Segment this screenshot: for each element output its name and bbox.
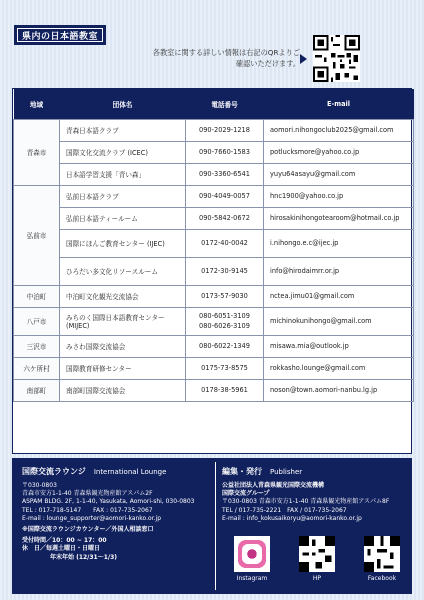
tel-cell[interactable]: 0172-40-0042 bbox=[186, 229, 264, 257]
facebook-qr[interactable] bbox=[362, 536, 402, 582]
email-cell[interactable]: info@hirodaimrr.or.jp bbox=[264, 257, 414, 285]
instagram-qr[interactable] bbox=[232, 536, 272, 582]
hp-qr[interactable] bbox=[297, 536, 337, 582]
lounge-email[interactable]: E-mail : lounge_supporter@aomori-kanko.or.jp bbox=[22, 514, 161, 522]
email-cell[interactable]: aomori.nihongoclub2025@gmail.com bbox=[264, 119, 414, 141]
publisher-tel-fax: TEL / 017-735-2221 FAX / 017-735-2067 bbox=[222, 506, 347, 514]
tel-cell[interactable]: 090-4049-0057 bbox=[186, 185, 264, 207]
tel-cell[interactable]: 090-5842-0672 bbox=[186, 207, 264, 229]
table-row bbox=[14, 141, 414, 163]
qr-label: Instagram bbox=[236, 575, 268, 582]
publisher-org: 公益社団法人青森県観光国際交流機構 bbox=[222, 482, 325, 489]
classroom-table bbox=[12, 88, 412, 454]
publisher-heading bbox=[222, 466, 404, 477]
qr-label: Facebook bbox=[367, 575, 397, 582]
lounge-address-en: ASPAM BLDG. 2F, 1-1-40, Yasukata, Aomori-shi, 030-0803 bbox=[22, 498, 195, 506]
name-cell: 南部町国際交流協会 bbox=[60, 379, 186, 401]
tel-cell[interactable]: 090-3360-6541 bbox=[186, 163, 264, 185]
email-cell[interactable]: nctea.jimu01@gmail.com bbox=[264, 285, 414, 307]
section-title bbox=[14, 25, 106, 45]
email-cell[interactable]: hirosakinihongotearoom@hotmail.co.jp bbox=[264, 207, 414, 229]
lounge-title-en: International Lounge bbox=[93, 468, 167, 476]
table-row bbox=[14, 207, 414, 229]
name-cell: みさわ国際交流協会 bbox=[60, 335, 186, 357]
lounge-tel-fax: TEL : 017-718-5147 FAX : 017-735-2067 bbox=[22, 506, 153, 514]
tel-cell[interactable]: 0172-30-9145 bbox=[186, 257, 264, 285]
qr-label: HP bbox=[312, 575, 322, 582]
email-cell[interactable]: potlucksmore@yahoo.co.jp bbox=[264, 141, 414, 163]
section-title-text: 県内の日本語教室 bbox=[22, 31, 99, 42]
tel-cell[interactable]: 090-7660-1583 bbox=[186, 141, 264, 163]
name-cell: ひろだい多文化リソースルーム bbox=[60, 257, 186, 285]
col-area: 地域 bbox=[14, 89, 60, 119]
table-row bbox=[14, 357, 414, 379]
publisher-title: 編集・発行 bbox=[222, 467, 262, 476]
name-cell: 国際にほんご教育センター (IJEC) bbox=[60, 229, 186, 257]
table-row bbox=[14, 335, 414, 357]
publisher-email[interactable]: E-mail : info_kokusaikoryu@aomori-kanko.or.jp bbox=[222, 514, 362, 522]
qr-code-icon bbox=[364, 536, 400, 572]
table-row bbox=[14, 285, 414, 307]
name-cell: 中泊町文化観光交流協会 bbox=[60, 285, 186, 307]
tel-cell[interactable]: 0173-57-9030 bbox=[186, 285, 264, 307]
lounge-title: 国際交流ラウンジ bbox=[22, 467, 86, 476]
table-row bbox=[14, 185, 414, 207]
email-cell[interactable]: i.nihongo.e.c@ijec.jp bbox=[264, 229, 414, 257]
area-cell: 中泊町 bbox=[14, 285, 60, 307]
lounge-closed-2: 年末年始 (12/31～1/3) bbox=[50, 553, 118, 561]
area-cell: 南部町 bbox=[14, 379, 60, 401]
tel-cell[interactable]: 0175-73-8575 bbox=[186, 357, 264, 379]
area-cell: 三沢市 bbox=[14, 335, 60, 357]
name-cell: 日本語学習支援「青い森」 bbox=[60, 163, 186, 185]
name-cell: 青森日本語クラブ bbox=[60, 119, 186, 141]
social-qr-codes bbox=[232, 536, 402, 586]
qr-code-icon bbox=[234, 536, 270, 572]
area-cell: 六ケ所村 bbox=[14, 357, 60, 379]
area-cell: 青森市 bbox=[14, 119, 60, 185]
lounge-postal: 〒030-0803 bbox=[22, 482, 57, 489]
col-email: E-mail bbox=[264, 89, 414, 119]
arrow-right-icon bbox=[300, 54, 307, 64]
name-cell: 国際教育研修センター bbox=[60, 357, 186, 379]
publisher-title-en: Publisher bbox=[270, 468, 303, 476]
lounge-hours: 受付時間／10：00 ~ 17：00 bbox=[22, 537, 107, 545]
lounge-heading bbox=[22, 466, 210, 477]
col-tel: 電話番号 bbox=[186, 89, 264, 119]
table-row bbox=[14, 229, 414, 257]
lounge-counter: ※国際交流ラウンジカウンター／外国人相談窓口 bbox=[22, 526, 154, 534]
email-cell[interactable]: yuyu64asayu@gmail.com bbox=[264, 163, 414, 185]
name-cell: 弘前日本語ティールーム bbox=[60, 207, 186, 229]
publisher-group: 国際交流グループ bbox=[222, 490, 270, 498]
qr-code-icon bbox=[299, 536, 335, 572]
area-cell: 弘前市 bbox=[14, 185, 60, 285]
email-cell[interactable]: hnc1900@yahoo.co.jp bbox=[264, 185, 414, 207]
publisher-address: 〒030-0803 青森市安方1-1-40 青森県観光物産館アスパム8F bbox=[222, 498, 390, 506]
tel-cell[interactable]: 080-6022-1349 bbox=[186, 335, 264, 357]
table-row bbox=[14, 307, 414, 335]
email-cell[interactable]: noson@town.aomori-nanbu.lg.jp bbox=[264, 379, 414, 401]
lounge-address-jp: 青森市安方1-1-40 青森県観光物産館アスパム2F bbox=[22, 490, 153, 498]
qr-code-icon[interactable] bbox=[313, 35, 360, 82]
table-row bbox=[14, 257, 414, 285]
table-row bbox=[14, 163, 414, 185]
tel-cell[interactable]: 080-6051-3109 080-6026-3109 bbox=[186, 307, 264, 335]
name-cell: みちのく国際日本語教育センター (MIJEC) bbox=[60, 307, 186, 335]
table-row bbox=[14, 379, 414, 401]
lounge-info bbox=[16, 460, 216, 592]
tel-cell[interactable]: 090-2029-1218 bbox=[186, 119, 264, 141]
email-cell[interactable]: rokkasho.lounge@gmail.com bbox=[264, 357, 414, 379]
area-cell: 八戸市 bbox=[14, 307, 60, 335]
footer bbox=[12, 458, 412, 594]
publisher-info bbox=[216, 460, 410, 592]
email-cell[interactable]: michinokunihongo@gmail.com bbox=[264, 307, 414, 335]
email-cell[interactable]: misawa.mia@outlook.jp bbox=[264, 335, 414, 357]
lounge-closed: 休 日／毎週土曜日・日曜日 bbox=[22, 545, 101, 553]
name-cell: 弘前日本語クラブ bbox=[60, 185, 186, 207]
col-name: 団体名 bbox=[60, 89, 186, 119]
name-cell: 国際文化交流クラブ (ICEC) bbox=[60, 141, 186, 163]
qr-note: 各教室に関する詳しい情報は右記のQRよりご確認いただけます。 bbox=[152, 48, 300, 68]
tel-cell[interactable]: 0178-38-5961 bbox=[186, 379, 264, 401]
table-row bbox=[14, 119, 414, 141]
